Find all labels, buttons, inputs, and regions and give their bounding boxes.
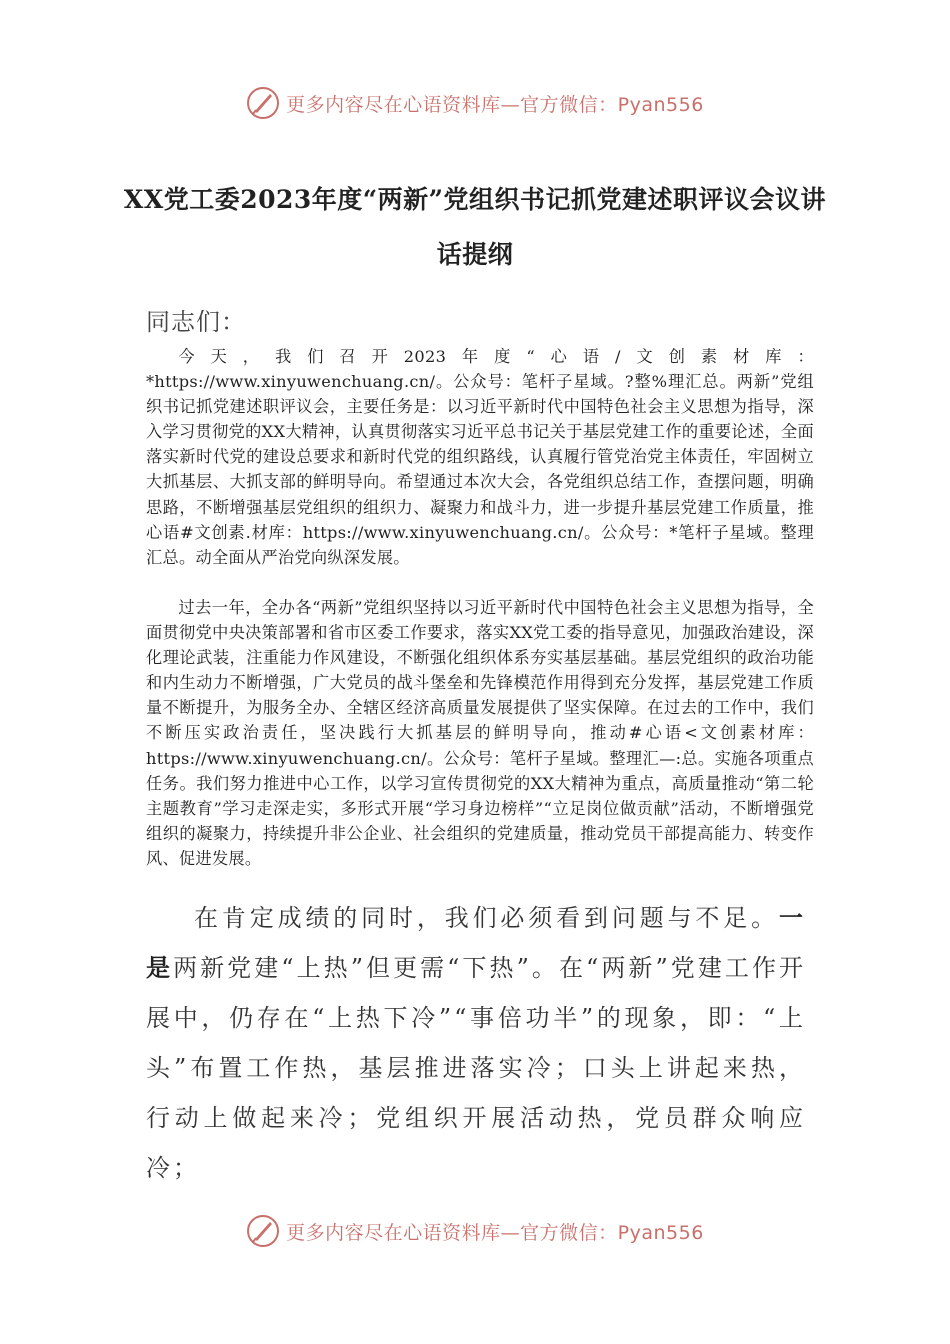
watermark-text: 更多内容尽在心语资料库—官方微信：Pyan556 bbox=[286, 1221, 704, 1244]
paragraph-3 bbox=[146, 893, 806, 1193]
watermark-banner-top bbox=[0, 83, 950, 123]
wechat-id: Pyan556 bbox=[617, 1221, 704, 1244]
wechat-id: Pyan556 bbox=[617, 93, 704, 116]
paragraph-1: 今天，我们召开2023年度“心语/文创素材库：*https://www.xinyuwenchuang.cn/。公众号：笔杆子星域。?整%理汇总。两新”党组织书记抓党建述职评议会，主要任务是：以习近平新时代中国特色社会主义思想为指导，深入学习贯彻党的XX大精神，认真贯彻落实习近平总书记关于基层党建工作的重要论述，全面落实新时代党的建设总要求和新时代党的组织路线，认真履行管党治党主体责任，牢固树立大抓基层、大抓支部的鲜明导向。希望通过本次大会，各党组织总结工作，查摆问题，明确思路，不断增强基层党组织的组织力、凝聚力和战斗力，进一步提升基层党建工作质量，推心语#文创素.材库：https://www.xinyuwenchuang.cn/。公众号：*笔杆子星域。整理汇总。动全面从严治党向纵深发展。 bbox=[146, 347, 814, 567]
watermark-banner-bottom bbox=[0, 1211, 950, 1251]
paragraph-2: 过去一年，全办各“两新”党组织坚持以习近平新时代中国特色社会主义思想为指导，全面贯彻党中央决策部署和省市区委工作要求，落实XX党工委的指导意见，加强政治建设，深化理论武装，注重能力作风建设，不断强化组织体系夯实基层基础。基层党组织的政治功能和内生动力不断增强，广大党员的战斗堡垒和先锋模范作用得到充分发挥，基层党建工作质量不断提升，为服务全办、全辖区经济高质量发展提供了坚实保障。在过去的工作中，我们不断压实政治责任，坚决践行大抓基层的鲜明导向，推动#心语<文创素材库：https://www.xinyuwenchuang.cn/。公众号：笔杆子星域。整理汇—:总。实施各项重点任务。我们努力推进中心工作，以学习宣传贯彻党的XX大精神为重点，高质量推动“第二轮主题教育”学习走深走实，多形式开展“学习身边榜样”“立足岗位做贡献”活动，不断增强党组织的凝聚力，持续提升非公企业、社会组织的党建质量，推动党员干部提高能力、转变作风、促进发展。 bbox=[146, 598, 814, 868]
salutation: 同志们： bbox=[146, 308, 246, 336]
paragraph-3-rest: 两新党建“上热”但更需“下热”。在“两新”党建工作开展中，仍存在“上热下冷”“事倍功半”的现象，即：“上头”布置工作热，基层推进落实冷；口头上讲起来热，行动上做起来冷；党组织开展活动热，党员群众响应冷； bbox=[146, 954, 807, 1182]
paragraph-3-bold: 一是 bbox=[146, 903, 806, 982]
quill-pen-icon bbox=[246, 86, 280, 120]
watermark-text: 更多内容尽在心语资料库—官方微信：Pyan556 bbox=[286, 93, 704, 116]
paragraph-3-lead: 在肯定成绩的同时，我们必须看到问题与不足。 bbox=[194, 904, 779, 932]
document-title: XX党工委2023年度“两新”党组织书记抓党建述职评议会议讲话提纲 bbox=[123, 185, 827, 269]
quill-pen-icon bbox=[246, 1214, 280, 1248]
